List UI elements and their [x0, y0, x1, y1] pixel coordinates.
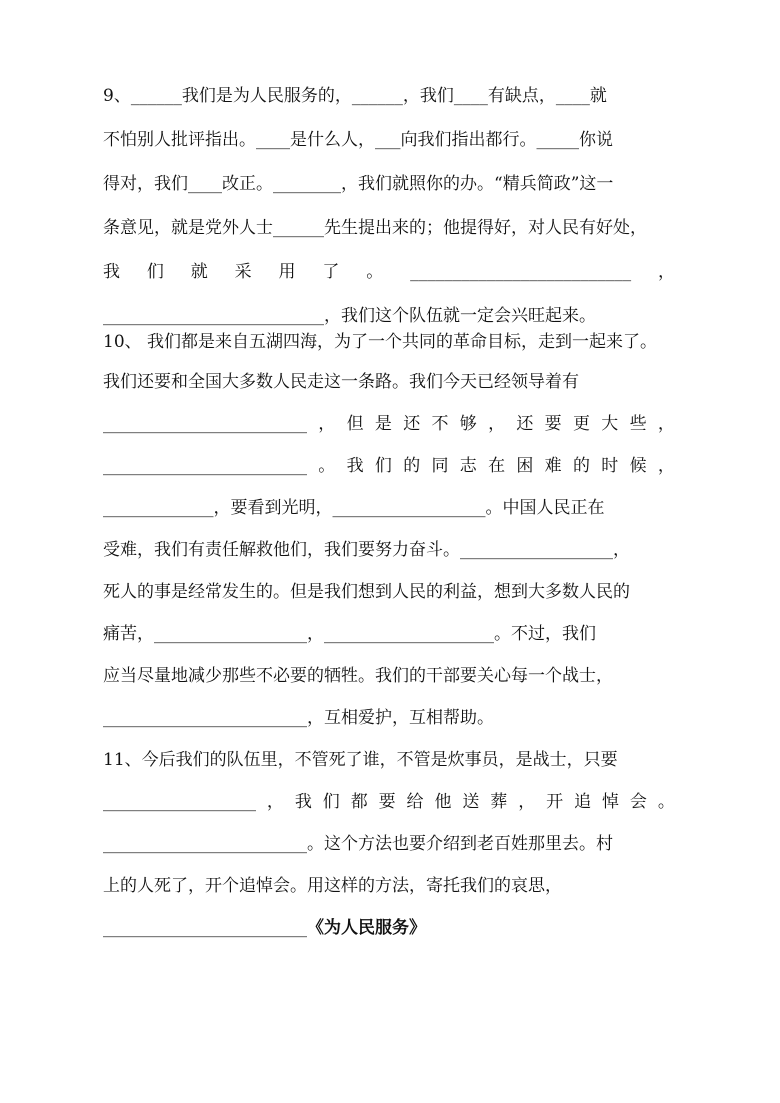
- q9-line-5-seg: 就: [190, 262, 208, 282]
- q10-line-3-seg: 够: [459, 414, 477, 434]
- q11-line-2-seg: 我: [294, 792, 312, 812]
- q11-line-2-seg: 葬: [490, 792, 508, 812]
- q10-line-6: 受难，我们有责任解救他们，我们要努力奋斗。__________________，: [103, 540, 630, 560]
- q9-line-3: 得对，我们____改正。________，我们就照你的办。“精兵简政”这一: [103, 174, 614, 194]
- q11-line-2-seg: ，: [518, 792, 536, 812]
- q10-line-4-seg: 们: [374, 456, 392, 476]
- q10-line-3-seg: ，: [318, 414, 336, 434]
- q11-line-2-seg: 悼: [601, 792, 619, 812]
- q10-line-4-seg: 候: [629, 456, 647, 476]
- q11-line-2-seg: 追: [574, 792, 592, 812]
- q10-line-3-seg: 不: [431, 414, 449, 434]
- q10-line-3-seg: 但: [346, 414, 364, 434]
- q9-line-5-seg: 用: [278, 262, 296, 282]
- q10-line-3-seg: ，: [488, 414, 506, 434]
- q10-line-3-seg: 更: [572, 414, 590, 434]
- q11-line-4: 上的人死了，开个追悼会。用这样的方法，寄托我们的哀思，: [103, 876, 562, 896]
- q10-line-3-seg: 还: [403, 414, 421, 434]
- q11-line-5: [103, 911, 675, 945]
- source-title: 《为人民服务》: [307, 918, 426, 938]
- q11-line-2-seg: 会: [629, 792, 647, 812]
- q9-line-5-seg: 。: [366, 262, 384, 282]
- q9-line-5-seg: 采: [234, 262, 252, 282]
- q10-line-3-seg: ，: [657, 414, 675, 434]
- q10-line-4-blank: ________________________: [103, 456, 307, 476]
- q11-line-2-seg: 。: [657, 792, 675, 812]
- q10-line-4-seg: 同: [431, 456, 449, 476]
- q11-line-2-seg: 给: [406, 792, 424, 812]
- q10-line-4-seg: 的: [572, 456, 590, 476]
- q10-line-1: 10、 我们都是来自五湖四海，为了一个共同的革命目标，走到一起来了。: [103, 332, 658, 352]
- q11-line-2: [103, 785, 675, 819]
- q11-line-2-seg: 要: [378, 792, 396, 812]
- q10-line-4-seg: 。: [318, 456, 336, 476]
- q9-line-6: __________________________，我们这个队伍就一定会兴旺起来。: [103, 306, 596, 326]
- q9-line-4: 条意见，就是党外人士______先生提出来的；他提得好，对人民有好处，: [103, 218, 647, 238]
- q10-line-3-seg: 要: [544, 414, 562, 434]
- q9-line-5-seg: ，: [658, 262, 675, 282]
- q9-line-1: 9、______我们是为人民服务的，______，我们____有缺点，____就: [103, 86, 607, 106]
- q10-line-3: [103, 407, 675, 441]
- q9-line-2: 不怕别人批评指出。____是什么人，___向我们指出都行。_____你说: [103, 130, 613, 150]
- q10-line-5: _____________，要看到光明，__________________。中国人民正在: [103, 498, 605, 518]
- q10-line-4-seg: 的: [403, 456, 421, 476]
- q9-line-5: [103, 255, 675, 289]
- q10-line-3-blank: ________________________: [103, 414, 307, 434]
- q10-line-4-seg: 时: [601, 456, 619, 476]
- q11-line-2-seg: 们: [322, 792, 340, 812]
- q11-line-1: 11、今后我们的队伍里，不管死了谁，不管是炊事员，是战士，只要: [103, 750, 618, 770]
- q11-line-2-seg: 送: [462, 792, 480, 812]
- q10-line-4-seg: 困: [516, 456, 534, 476]
- q9-line-5-seg: 我: [103, 262, 120, 282]
- q11-line-2-blank: __________________: [103, 792, 256, 812]
- q10-line-4-seg: 在: [488, 456, 506, 476]
- q11-line-2-seg: 他: [434, 792, 452, 812]
- q10-line-4-seg: ，: [657, 456, 675, 476]
- q10-line-7: 死人的事是经常发生的。但是我们想到人民的利益，想到大多数人民的: [103, 582, 630, 602]
- q9-line-5-blank: __________________________: [410, 262, 632, 282]
- q10-line-3-seg: 还: [516, 414, 534, 434]
- q10-line-4-seg: 我: [346, 456, 364, 476]
- q9-line-5-seg: 们: [146, 262, 164, 282]
- q10-line-4-seg: 志: [459, 456, 477, 476]
- q9-line-5-seg: 了: [322, 262, 340, 282]
- q10-line-9: 应当尽量地减少那些不必要的牺牲。我们的干部要关心每一个战士，: [103, 666, 613, 686]
- q11-line-2-seg: 开: [546, 792, 564, 812]
- q10-line-3-seg: 大: [601, 414, 619, 434]
- q10-line-3-seg: 是: [374, 414, 392, 434]
- q11-line-2-seg: ，: [266, 792, 284, 812]
- q10-line-3-seg: 些: [629, 414, 647, 434]
- q11-line-5-blank: ________________________: [103, 918, 307, 938]
- q10-line-4-seg: 难: [544, 456, 562, 476]
- q10-line-10: ________________________，互相爱护，互相帮助。: [103, 708, 494, 728]
- q10-line-4: [103, 449, 675, 483]
- q10-line-2: 我们还要和全国大多数人民走这一条路。我们今天已经领导着有: [103, 372, 579, 392]
- q11-line-3: ________________________。这个方法也要介绍到老百姓那里去。村: [103, 834, 613, 854]
- q10-line-8: 痛苦，__________________，____________________。不过，我们: [103, 624, 596, 644]
- q11-line-2-seg: 都: [350, 792, 368, 812]
